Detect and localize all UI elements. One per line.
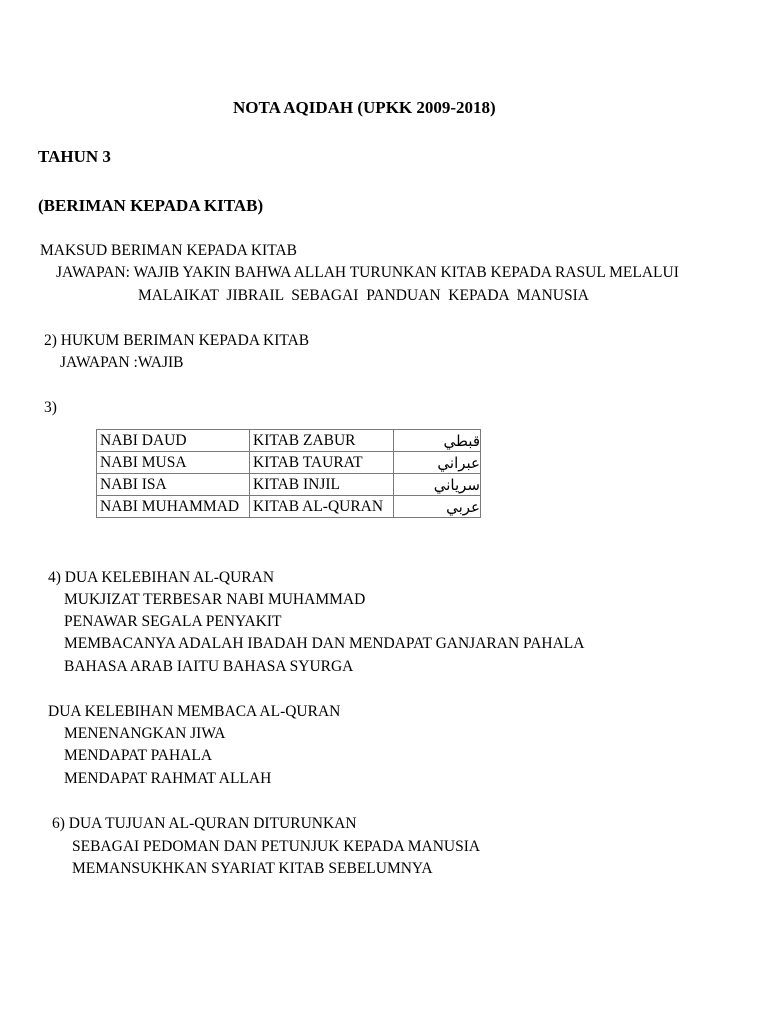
table-cell-bahasa: عبراني	[394, 452, 481, 474]
q5-item: MENDAPAT PAHALA	[64, 747, 213, 764]
q5-item: MENDAPAT RAHMAT ALLAH	[64, 770, 272, 787]
q1-answer-line-2: MALAIKAT JIBRAIL SEBAGAI PANDUAN KEPADA MANUSIA	[138, 287, 589, 304]
table-cell-kitab: KITAB ZABUR	[250, 430, 394, 452]
q4-item: MEMBACANYA ADALAH IBADAH DAN MENDAPAT GANJARAN PAHALA	[64, 635, 585, 652]
q2-question: 2) HUKUM BERIMAN KEPADA KITAB	[44, 332, 310, 349]
q6-item: SEBAGAI PEDOMAN DAN PETUNJUK KEPADA MANUSIA	[72, 838, 481, 855]
table-row	[97, 452, 481, 474]
table-cell-bahasa: قبطي	[394, 430, 481, 452]
q4-item: BAHASA ARAB IAITU BAHASA SYURGA	[64, 658, 354, 675]
table-row	[97, 496, 481, 518]
q6-question: 6) DUA TUJUAN AL-QURAN DITURUNKAN	[52, 815, 357, 832]
table-cell-nabi: NABI ISA	[97, 474, 250, 496]
year-heading: TAHUN 3	[38, 147, 111, 166]
table-cell-bahasa: سرياني	[394, 474, 481, 496]
q1-question: MAKSUD BERIMAN KEPADA KITAB	[40, 242, 297, 259]
kitab-table	[96, 429, 481, 518]
q2-answer: JAWAPAN :WAJIB	[60, 354, 184, 371]
q5-question: DUA KELEBIHAN MEMBACA AL-QURAN	[48, 703, 341, 720]
table-cell-nabi: NABI MUHAMMAD	[97, 496, 250, 518]
table-row	[97, 430, 481, 452]
q1-answer-line-1: JAWAPAN: WAJIB YAKIN BAHWA ALLAH TURUNKAN KITAB KEPADA RASUL MELALUI	[56, 264, 679, 281]
q4-item: PENAWAR SEGALA PENYAKIT	[64, 613, 282, 630]
table-row	[97, 474, 481, 496]
table-cell-kitab: KITAB AL-QURAN	[250, 496, 394, 518]
q6-item: MEMANSUKHKAN SYARIAT KITAB SEBELUMNYA	[72, 860, 433, 877]
table-cell-bahasa: عربي	[394, 496, 481, 518]
topic-heading: (BERIMAN KEPADA KITAB)	[38, 196, 264, 215]
q4-item: MUKJIZAT TERBESAR NABI MUHAMMAD	[64, 591, 366, 608]
document-title: NOTA AQIDAH (UPKK 2009-2018)	[233, 98, 496, 117]
q4-question: 4) DUA KELEBIHAN AL-QURAN	[48, 569, 275, 586]
table-cell-nabi: NABI DAUD	[97, 430, 250, 452]
table-cell-kitab: KITAB TAURAT	[250, 452, 394, 474]
table-cell-nabi: NABI MUSA	[97, 452, 250, 474]
table-cell-kitab: KITAB INJIL	[250, 474, 394, 496]
q5-item: MENENANGKAN JIWA	[64, 725, 226, 742]
q3-number: 3)	[44, 399, 57, 416]
